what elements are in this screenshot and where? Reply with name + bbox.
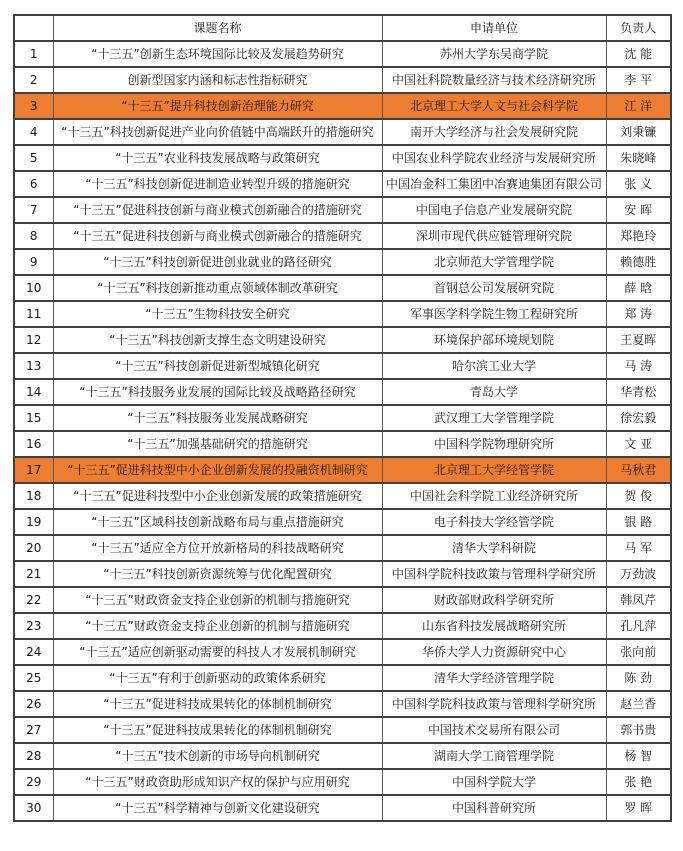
table-row [14,509,671,535]
person-cell: 韩凤芹 [606,587,671,613]
table-row [14,457,671,483]
person-cell: 孔凡萍 [606,613,671,639]
person-cell: 安 晖 [606,197,671,223]
row-number-cell: 25 [14,665,53,691]
row-number-cell: 18 [14,483,53,509]
table-row [14,145,671,171]
org-cell: 中国科学院物理研究所 [382,431,606,457]
topic-cell: “十三五”财政资金支持企业创新的机制与措施研究 [53,587,382,613]
row-number-cell: 8 [14,223,53,249]
topic-cell: “十三五”有利于创新驱动的政策体系研究 [53,665,382,691]
topic-cell: “十三五”科学精神与创新文化建设研究 [53,795,382,821]
topic-cell: “十三五”财政资助形成知识产权的保护与应用研究 [53,769,382,795]
table-row [14,535,671,561]
person-cell: 徐宏毅 [606,405,671,431]
topic-cell: “十三五”促进科技成果转化的体制机制研究 [53,691,382,717]
org-cell: 财政部财政科学研究所 [382,587,606,613]
row-number-cell: 7 [14,197,53,223]
org-cell: 南开大学经济与社会发展研究院 [382,119,606,145]
person-cell: 赵兰香 [606,691,671,717]
row-number-cell: 22 [14,587,53,613]
table-row [14,431,671,457]
row-number-cell: 13 [14,353,53,379]
row-number-cell: 12 [14,327,53,353]
table-row [14,249,671,275]
person-cell: 万劲波 [606,561,671,587]
row-number-cell: 4 [14,119,53,145]
person-cell: 张 义 [606,171,671,197]
row-number-cell: 9 [14,249,53,275]
person-cell: 郑 涛 [606,301,671,327]
topic-cell: “十三五”促进科技型中小企业创新发展的政策措施研究 [53,483,382,509]
org-cell: 中国科学院大学 [382,769,606,795]
project-table [13,14,672,822]
row-number-cell: 15 [14,405,53,431]
topic-cell: “十三五”促进科技成果转化的体制机制研究 [53,717,382,743]
topic-cell: “十三五”促进科技创新与商业模式创新融合的措施研究 [53,223,382,249]
person-cell: 华青松 [606,379,671,405]
table-row [14,587,671,613]
row-number-cell: 5 [14,145,53,171]
table-row [14,405,671,431]
person-cell: 王夏晖 [606,327,671,353]
table-row [14,639,671,665]
row-number-cell: 14 [14,379,53,405]
topic-cell: “十三五”科技创新促进创业就业的路径研究 [53,249,382,275]
table-row [14,613,671,639]
row-number-cell: 29 [14,769,53,795]
org-cell: 环境保护部环境规划院 [382,327,606,353]
row-number-cell: 2 [14,67,53,93]
table-row [14,223,671,249]
row-number-cell: 16 [14,431,53,457]
person-cell: 贺 俊 [606,483,671,509]
table-row [14,119,671,145]
table-row [14,275,671,301]
person-cell: 朱晓峰 [606,145,671,171]
org-cell: 中国科普研究所 [382,795,606,821]
row-number-cell: 24 [14,639,53,665]
header-row [14,15,671,41]
person-cell: 马 涛 [606,353,671,379]
org-cell: 深圳市现代供应链管理研究院 [382,223,606,249]
table-row [14,743,671,769]
topic-cell: “十三五”科技创新支撑生态文明建设研究 [53,327,382,353]
row-number-cell: 28 [14,743,53,769]
topic-cell: “十三五”适应全方位开放新格局的科技战略研究 [53,535,382,561]
person-cell: 李 平 [606,67,671,93]
table-row [14,353,671,379]
topic-cell: “十三五”促进科技型中小企业创新发展的投融资机制研究 [53,457,382,483]
org-cell: 中国农业科学院农业经济与发展研究所 [382,145,606,171]
org-cell: 北京理工大学经管学院 [382,457,606,483]
org-cell: 北京理工大学人文与社会科学院 [382,93,606,119]
table-row [14,691,671,717]
row-number-cell: 1 [14,41,53,67]
header-topic: 课题名称 [53,15,382,41]
org-cell: 武汉理工大学管理学院 [382,405,606,431]
topic-cell: “十三五”财政资金支持企业创新的机制与措施研究 [53,613,382,639]
org-cell: 中国社会科学院工业经济研究所 [382,483,606,509]
person-cell: 张 艳 [606,769,671,795]
org-cell: 中国社科院数量经济与技术经济研究所 [382,67,606,93]
topic-cell: “十三五”技术创新的市场导向机制研究 [53,743,382,769]
person-cell: 张向前 [606,639,671,665]
person-cell: 马秋君 [606,457,671,483]
topic-cell: “十三五”区域科技创新战略布局与重点措施研究 [53,509,382,535]
row-number-cell: 6 [14,171,53,197]
org-cell: 北京师范大学管理学院 [382,249,606,275]
table-row [14,171,671,197]
table-row [14,67,671,93]
org-cell: 中国科学院科技政策与管理科学研究所 [382,691,606,717]
row-number-cell: 20 [14,535,53,561]
row-number-cell: 10 [14,275,53,301]
org-cell: 军事医学科学院生物工程研究所 [382,301,606,327]
table-row [14,483,671,509]
topic-cell: “十三五”科技创新资源统筹与优化配置研究 [53,561,382,587]
header-index [14,15,53,41]
org-cell: 清华大学科研院 [382,535,606,561]
person-cell: 文 亚 [606,431,671,457]
org-cell: 华侨大学人力资源研究中心 [382,639,606,665]
topic-cell: “十三五”适应创新驱动需要的科技人才发展机制研究 [53,639,382,665]
table-row [14,379,671,405]
person-cell: 刘秉镰 [606,119,671,145]
person-cell: 马 军 [606,535,671,561]
org-cell: 中国电子信息产业发展研究院 [382,197,606,223]
person-cell: 陈 劲 [606,665,671,691]
table-row [14,717,671,743]
topic-cell: “十三五”促进科技创新与商业模式创新融合的措施研究 [53,197,382,223]
person-cell: 沈 能 [606,41,671,67]
row-number-cell: 19 [14,509,53,535]
person-cell: 罗 晖 [606,795,671,821]
row-number-cell: 26 [14,691,53,717]
org-cell: 苏州大学东吴商学院 [382,41,606,67]
row-number-cell: 17 [14,457,53,483]
person-cell: 银 路 [606,509,671,535]
table-row [14,665,671,691]
row-number-cell: 27 [14,717,53,743]
topic-cell: “十三五”创新生态环境国际比较及发展趋势研究 [53,41,382,67]
table-row [14,769,671,795]
table-row [14,795,671,821]
topic-cell: “十三五”加强基础研究的措施研究 [53,431,382,457]
table-row [14,327,671,353]
row-number-cell: 3 [14,93,53,119]
row-number-cell: 21 [14,561,53,587]
org-cell: 中国冶金科工集团中冶赛迪集团有限公司 [382,171,606,197]
org-cell: 首钢总公司发展研究院 [382,275,606,301]
person-cell: 郑艳玲 [606,223,671,249]
row-number-cell: 23 [14,613,53,639]
org-cell: 清华大学经济管理学院 [382,665,606,691]
topic-cell: “十三五”农业科技发展战略与政策研究 [53,145,382,171]
table-row [14,41,671,67]
table-row [14,197,671,223]
topic-cell: “十三五”提升科技创新治理能力研究 [53,93,382,119]
row-number-cell: 30 [14,795,53,821]
org-cell: 湖南大学工商管理学院 [382,743,606,769]
person-cell: 赖德胜 [606,249,671,275]
topic-cell: “十三五”科技服务业发展的国际比较及战略路径研究 [53,379,382,405]
org-cell: 中国技术交易所有限公司 [382,717,606,743]
topic-cell: “十三五”科技创新推动重点领域体制改革研究 [53,275,382,301]
table-row [14,561,671,587]
header-person: 负责人 [606,15,671,41]
org-cell: 中国科学院科技政策与管理科学研究所 [382,561,606,587]
header-org: 申请单位 [382,15,606,41]
topic-cell: 创新型国家内涵和标志性指标研究 [53,67,382,93]
org-cell: 哈尔滨工业大学 [382,353,606,379]
topic-cell: “十三五”科技创新促进产业向价值链中高端跃升的措施研究 [53,119,382,145]
topic-cell: “十三五”科技服务业发展战略研究 [53,405,382,431]
person-cell: 杨 智 [606,743,671,769]
topic-cell: “十三五”生物科技安全研究 [53,301,382,327]
topic-cell: “十三五”科技创新促进制造业转型升级的措施研究 [53,171,382,197]
person-cell: 郭书贵 [606,717,671,743]
table-body [14,41,671,821]
row-number-cell: 11 [14,301,53,327]
person-cell: 江 洋 [606,93,671,119]
org-cell: 山东省科技发展战略研究所 [382,613,606,639]
org-cell: 电子科技大学经管学院 [382,509,606,535]
table-row [14,301,671,327]
table-row [14,93,671,119]
org-cell: 青岛大学 [382,379,606,405]
topic-cell: “十三五”科技创新促进新型城镇化研究 [53,353,382,379]
person-cell: 薛 晗 [606,275,671,301]
